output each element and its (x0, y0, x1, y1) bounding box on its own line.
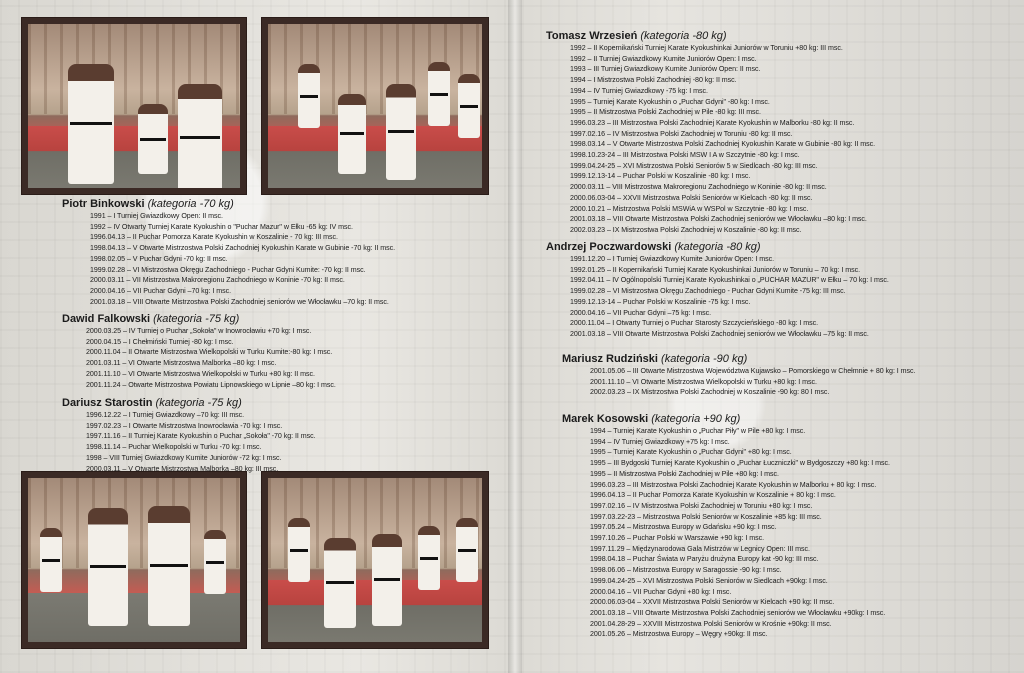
result-entry: 1994 – I Mistrzostwa Polski Zachodniej -80 kg: II msc. (570, 75, 737, 85)
result-entry: 1999.04.24-25 – XVI Mistrzostwa Polski Seniorów w Siedlcach +90kg: I msc. (590, 575, 828, 585)
section-dariusz-starostin (62, 397, 325, 474)
result-entry: 1997.10.26 – Puchar Polski w Warszawie +90 kg: I msc. (590, 533, 765, 543)
result-entry: 1999.02.28 – VI Mistrzostwa Okręgu Zachodniego - Puchar Gdyni Kumite -75 kg: III msc. (570, 286, 846, 296)
result-entry: 1994 – IV Turniej Gwiazdkowy -75 kg: I msc. (570, 85, 708, 95)
result-entry: 1998.02.05 – V Puchar Gdyni -70 kg: II msc. (90, 253, 228, 263)
result-entry: 1997.02.23 – I Otwarte Mistrzostwa Inowrocławia -70 kg: I msc. (86, 420, 283, 430)
athlete-name: Dariusz Starostin (kategoria -75 kg) (62, 397, 242, 409)
result-entry: 1992 – II Kopernikański Turniej Karate Kyokushinkai Juniorów w Toruniu +80 kg: III msc. (570, 43, 843, 52)
result-entry: 1997.03.22-23 – Mistrzostwa Polski Seniorów w Koszalinie +85 kg: III msc. (590, 511, 822, 521)
section-piotr-binkowski (62, 198, 408, 307)
result-entry: 1999.02.28 – VI Mistrzostwa Okręgu Zachodniego - Puchar Gdyni Kumite: -70 kg: II msc. (90, 264, 366, 274)
result-entry: 1994 – IV Turniej Gwiazdkowy +75 kg: I msc. (590, 436, 730, 446)
section-tomasz-wrzesien (546, 30, 888, 236)
result-entry: 2000.04.16 – VII Puchar Gdyni –70 kg: I msc. (90, 285, 232, 295)
athlete-name: Tomasz Wrzesień (kategoria -80 kg) (546, 30, 727, 42)
result-entry: 1999.12.13-14 – Puchar Polski w Koszalinie -80 kg: I msc. (570, 171, 751, 181)
result-entry: 1998.04.18 – Puchar Świata w Paryżu drużyna Europy kat -90 kg: III msc. (590, 554, 819, 564)
athlete-name: Mariusz Rudziński (kategoria -90 kg) (562, 353, 748, 365)
photo-training-top-left (22, 18, 246, 194)
result-entry: 1992 – II Turniej Gwiazdkowy Kumite Juniorów Open: I msc. (570, 53, 757, 63)
result-entry: 1991 – I Turniej Gwiazdkowy Open: II msc. (90, 211, 223, 220)
result-entry: 2001.04.28-29 – XXVIII Mistrzostwa Polski Seniorów w Krośnie +90kg: II msc. (590, 618, 832, 628)
result-entry: 1992.01.25 – II Kopernikański Turniej Karate Kyokushinkai Juniorów w Toruniu – 70 kg: I msc. (570, 264, 861, 274)
result-entry: 1993 – III Turniej Gwiazdkowy Kumite Juniorów Open: II msc. (570, 64, 761, 74)
result-entry: 2001.11.10 – VI Otwarte Mistrzostwa Wielkopolski w Turku +80 kg: I msc. (590, 376, 817, 386)
result-entry: 1996.03.23 – III Mistrzostwa Polski Zachodniej Karate Kyokushin w Malborku -80 kg: II msc. (570, 117, 855, 127)
result-entry: 2001.03.18 – VIII Otwarte Mistrzostwa Polski Zachodniej seniorów we Włocławku –80 kg: I msc. (570, 214, 867, 224)
section-mariusz-rudzinski (562, 353, 929, 398)
result-entry: 1996.03.23 – III Mistrzostwa Polski Zachodniej Karate Kyokushin w Malborku + 80 kg: I msc. (590, 479, 877, 489)
result-entry: 2000.11.04 – I Otwarty Turniej o Puchar Starosty Szczycieńskiego -80 kg: I msc. (570, 318, 819, 328)
result-entry: 2000.03.25 – IV Turniej o Puchar „Sokoła" w Inowrocławiu +70 kg: I msc. (86, 326, 312, 335)
athlete-name: Marek Kosowski (kategoria +90 kg) (562, 413, 741, 425)
photo-training-top-right (262, 18, 488, 194)
result-entry: 1998.06.06 – Mistrzostwa Europy w Saragossie -90 kg: I msc. (590, 565, 782, 575)
result-entry: 1996.04.13 – II Puchar Pomorza Karate Kyokushin w Koszalinie - 70 kg: III msc. (90, 232, 338, 242)
result-entry: 2001.11.24 – Otwarte Mistrzostwa Powiatu Lipnowskiego w Lipnie –80 kg: I msc. (86, 379, 336, 389)
result-entry: 2001.03.18 – VIII Otwarte Mistrzostwa Polski Zachodniej seniorów we Włocławku +90kg: I msc. (590, 607, 886, 617)
result-entry: 1997.11.29 – Międzynarodowa Gala Mistrzów w Legnicy Open: III msc. (590, 543, 810, 553)
result-entry: 1997.02.16 – IV Mistrzostwa Polski Zachodniej w Toruniu +80 kg: I msc. (590, 500, 813, 510)
result-entry: 1995 – III Bydgoski Turniej Karate Kyokushin o „Puchar Łuczniczki" w Bydgoszczy +80 kg: I msc. (590, 458, 890, 468)
result-entry: 2001.03.18 – VIII Otwarte Mistrzostwa Polski Zachodniej seniorów we Włocławku –70 kg: II msc. (90, 296, 389, 306)
result-entry: 1998.04.13 – V Otwarte Mistrzostwa Polski Zachodniej Kyokushin Karate w Gubinie -70 kg: II msc. (90, 243, 396, 253)
result-entry: 1999.04.24-25 – XVI Mistrzostwa Polski Seniorów 5 w Siedlcach -80 kg: III msc. (570, 160, 818, 170)
athlete-name: Dawid Falkowski (kategoria -75 kg) (62, 313, 240, 325)
result-entry: 2000.11.04 – II Otwarte Mistrzostwa Wielkopolski w Turku Kumite:-80 kg: I msc. (86, 347, 333, 357)
result-entry: 1994 – Turniej Karate Kyokushin o „Puchar Piły" w Pile +80 kg: I msc. (590, 426, 806, 435)
result-entry: 2002.03.23 – IX Mistrzostwa Polski Zachodniej w Koszalinie -90 kg: 80 I msc. (590, 387, 830, 397)
result-entry: 1997.05.24 – Mistrzostwa Europy w Gdańsku +90 kg: I msc. (590, 522, 777, 532)
result-entry: 2001.05.26 – Mistrzostwa Europy – Węgry +90kg: II msc. (590, 629, 768, 639)
photo-training-bottom-right (262, 472, 488, 648)
result-entry: 1998.11.14 – Puchar Wielkopolski w Turku -70 kg: I msc. (86, 442, 262, 452)
result-entry: 2000.06.03-04 – XXVII Mistrzostwa Polski Seniorów w Kielcach +90 kg: II msc. (590, 597, 835, 607)
result-entry: 2000.03.11 – VIII Mistrzostwa Makroregionu Zachodniego w Koninie -80 kg: II msc. (570, 182, 827, 192)
section-andrzej-poczwardowski (546, 241, 902, 340)
page-gutter (508, 0, 522, 673)
result-entry: 1995 – Turniej Karate Kyokushin o „Puchar Gdyni" +80 kg: I msc. (590, 447, 792, 457)
result-entry: 1998 – VIII Turniej Gwiazdkowy Kumite Juniorów -72 kg: I msc. (86, 452, 282, 462)
result-entry: 1998.03.14 – V Otwarte Mistrzostwa Polski Zachodniej Kyokushin Karate w Gubinie -80 kg: II msc. (570, 139, 876, 149)
result-entry: 2000.04.16 – VII Puchar Gdyni –75 kg: I msc. (570, 307, 712, 317)
result-entry: 2000.10.21 – Mistrzostwa Polski MSWiA w WSPol w Szczytnie -80 kg: I msc. (570, 203, 809, 213)
result-entry: 2000.04.15 – I Chełmiński Turniej -80 kg: I msc. (86, 336, 234, 346)
result-entry: 1998.10.23-24 – III Mistrzostwa Polski MSW I A w Szczytnie -80 kg: I msc. (570, 150, 800, 160)
result-entry: 1996.12.22 – I Turniej Gwiazdkowy –70 kg: III msc. (86, 410, 245, 419)
result-entry: 2000.03.11 – VII Mistrzostwa Makroregionu Zachodniego w Koninie -70 kg: II msc. (90, 275, 345, 285)
result-entry: 1997.11.16 – II Turniej Karate Kyokushin o Puchar „Sokoła" -70 kg: II msc. (86, 431, 316, 441)
result-entry: 2001.05.06 – III Otwarte Mistrzostwa Województwa Kujawsko – Pomorskiego w Chełmnie + 80 kg: I msc. (590, 366, 916, 375)
result-entry: 2001.11.10 – VI Otwarte Mistrzostwa Wielkopolski w Turku +80 kg: II msc. (86, 368, 315, 378)
result-entry: 1995 – II Mistrzostwa Polski Zachodniej w Pile -80 kg: III msc. (570, 107, 761, 117)
result-entry: 2000.04.16 – VII Puchar Gdyni +80 kg: I msc. (590, 586, 732, 596)
result-entry: 2000.03.11 – V Otwarte Mistrzostwa Malborka –80 kg: III msc. (86, 463, 279, 473)
result-entry: 1991.12.20 – I Turniej Gwiazdkowy Kumite Juniorów Open: I msc. (570, 254, 775, 263)
photo-training-bottom-left (22, 472, 246, 648)
athlete-name: Andrzej Poczwardowski (kategoria -80 kg) (546, 241, 761, 253)
section-marek-kosowski (562, 413, 902, 640)
athlete-name: Piotr Binkowski (kategoria -70 kg) (62, 198, 234, 210)
result-entry: 1999.12.13-14 – Puchar Polski w Koszalinie -75 kg: I msc. (570, 296, 751, 306)
result-entry: 1997.02.16 – IV Mistrzostwa Polski Zachodniej w Toruniu -80 kg: II msc. (570, 128, 793, 138)
result-entry: 2001.03.11 – VI Otwarte Mistrzostwa Malborka –80 kg: I msc. (86, 358, 277, 368)
result-entry: 1996.04.13 – II Puchar Pomorza Karate Kyokushin w Koszalinie + 80 kg: I msc. (590, 490, 836, 500)
section-dawid-falkowski (62, 313, 346, 390)
result-entry: 2001.03.18 – VIII Otwarte Mistrzostwa Polski Zachodniej seniorów we Włocławku –75 kg: II msc. (570, 328, 869, 338)
result-entry: 1992.04.11 – IV Ogólnopolski Turniej Karate Kyokushinkai o „PUCHAR MAZUR" w Ełku – 70 kg: I msc. (570, 275, 889, 285)
result-entry: 1995 – Turniej Karate Kyokushin o „Puchar Gdyni" -80 kg: I msc. (570, 96, 770, 106)
result-entry: 2002.03.23 – IX Mistrzostwa Polski Zachodniej w Koszalinie -80 kg: II msc. (570, 224, 802, 234)
result-entry: 1995 – II Mistrzostwa Polski Zachodniej w Pile +80 kg: I msc. (590, 468, 779, 478)
result-entry: 1992 – IV Otwarty Turniej Karate Kyokushin o "Puchar Mazur" w Ełku -65 kg: IV msc. (90, 221, 353, 231)
result-entry: 2000.06.03-04 – XXVII Mistrzostwa Polski Seniorów w Kielcach -80 kg: II msc. (570, 192, 813, 202)
